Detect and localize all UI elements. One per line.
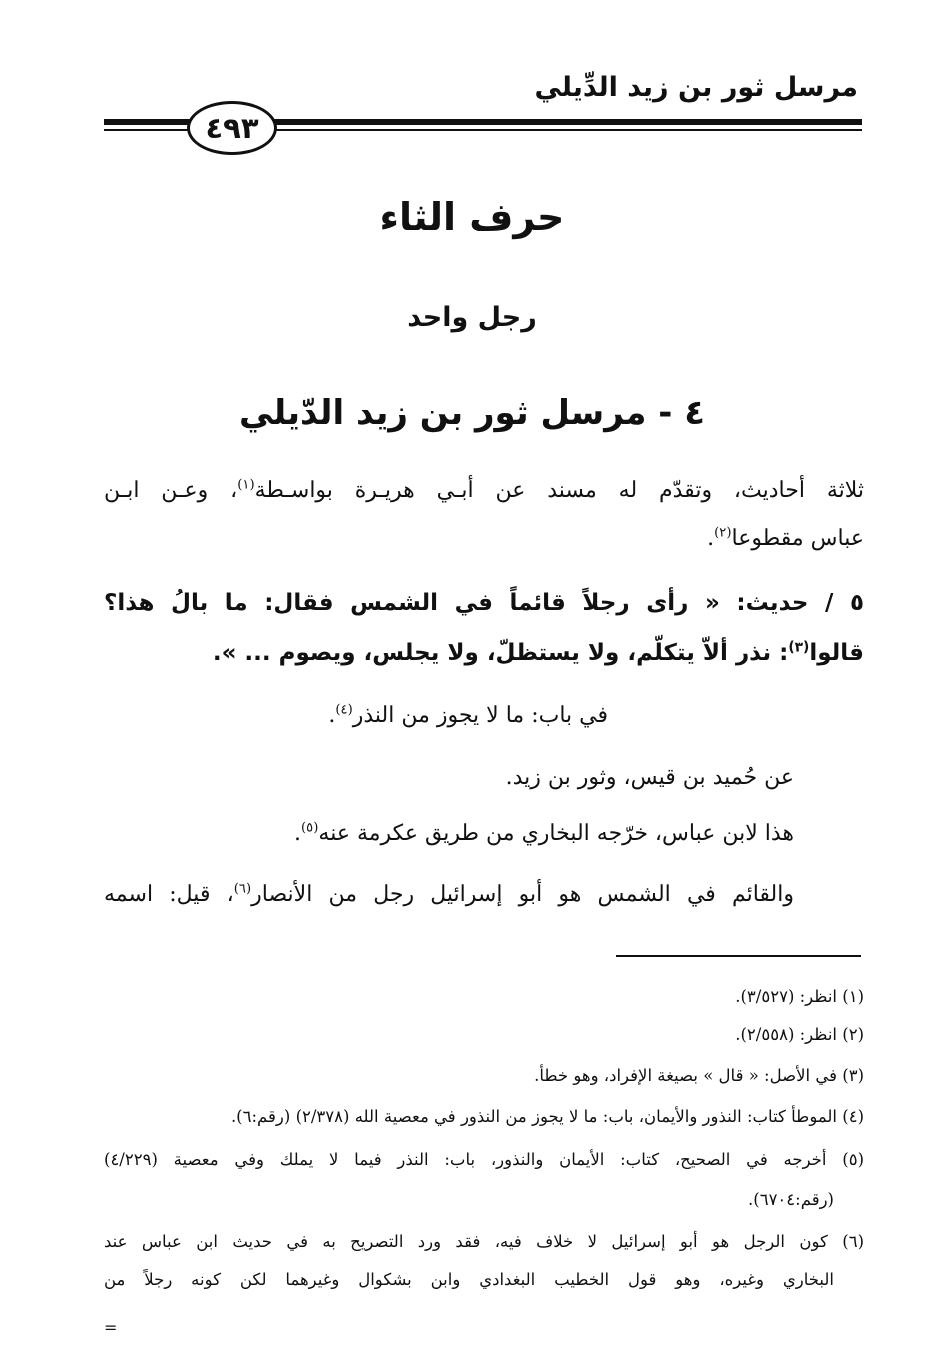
ibn-abbas-end: . (294, 821, 301, 846)
chapter-title: حرف الثاء (379, 195, 565, 239)
footnote-ref-2[interactable]: (٢) (714, 525, 732, 541)
hadith-line-2 (213, 640, 864, 666)
footnote-separator (616, 955, 861, 957)
intro-line-2 (707, 526, 864, 551)
running-title: مرسل ثور بن زيد الدِّيلي (534, 72, 858, 103)
hadith-text-2a: قالوا (809, 640, 864, 666)
page-number-text: ٤٩٣ (205, 111, 259, 145)
footnote-5-line-2: (رقم:٦٧٠٤). (748, 1190, 834, 1209)
footnote-4: (٤) الموطأ كتاب: النذور والأيمان، باب: ما لا يجوز من النذور في معصية الله (٢/٣٧٨) (رقم:٦). (230, 1107, 864, 1126)
continuation-mark: = (104, 1318, 118, 1337)
sub-heading: رجل واحد (407, 302, 537, 333)
footnote-2: (٢) انظر: (٢/٥٥٨). (735, 1025, 864, 1044)
footnote-ref-6[interactable]: (٦) (233, 881, 252, 897)
page-number (187, 101, 277, 155)
intro-text-1a: ثلاثة أحاديث، وتقدّم له مسند عن أبـي هريـرة بواسـطة (254, 478, 864, 503)
intro-line-1 (104, 478, 864, 503)
footnote-6-line-1: (٦) كون الرجل هو أبو إسرائيل لا خلاف فيه، فقد ورد التصريح به في حديث ابن عباس عند (104, 1232, 864, 1251)
footnote-1: (١) انظر: (٣/٥٢٧). (735, 987, 864, 1006)
entry-title: ٤ - مرسل ثور بن زيد الدّيلي (239, 393, 705, 433)
ibn-abbas-text: هذا لابن عباس، خرّجه البخاري من طريق عكرمة عنه (318, 821, 794, 846)
footnote-ref-3[interactable]: (٣) (788, 639, 810, 656)
footnote-ref-5[interactable]: (٥) (301, 820, 319, 836)
footnote-ref-4[interactable]: (٤) (335, 702, 353, 718)
narrators-line: عن حُميد بن قيس، وثور بن زيد. (505, 765, 794, 790)
hadith-text-1: « رأى رجلاً قائماً في الشمس فقال: ما بالُ هذا؟ (104, 590, 720, 616)
bab-text: في باب: ما لا يجوز من النذر (352, 703, 608, 728)
intro-text-2b: . (707, 526, 715, 551)
footnote-5-line-1: (٥) أخرجه في الصحيح، كتاب: الأيمان والنذور، باب: النذر فيما لا يملك وفي معصية (٤/٢٢٩) (104, 1150, 864, 1169)
hadith-number: ٥ / (825, 590, 864, 616)
intro-text-1b: ، وعـن ابـن (104, 478, 238, 503)
qaim-line (104, 882, 794, 907)
hadith-label: حديث: (736, 590, 809, 616)
hadith-line-1 (104, 590, 864, 616)
bab-line (328, 703, 608, 728)
bab-end: . (328, 703, 336, 728)
footnote-6-line-2: البخاري وغيره، وهو قول الخطيب البغدادي وابن بشكوال وغيرهما لكن كونه رجلاً من (104, 1270, 834, 1289)
ibn-abbas-line (294, 821, 794, 846)
intro-text-2a: عباس مقطوعا (731, 526, 864, 551)
footnote-ref-1[interactable]: (١) (237, 477, 255, 493)
hadith-text-2b: : نذر ألاّ يتكلّم، ولا يستظلّ، ولا يجلس، ويصوم ... ». (212, 640, 789, 666)
footnote-3: (٣) في الأصل: « قال » بصيغة الإفراد، وهو خطأ. (534, 1066, 864, 1085)
qaim-end: ، قيل: اسمه (104, 882, 234, 907)
qaim-text: والقائم في الشمس هو أبو إسرائيل رجل من الأنصار (251, 882, 794, 907)
